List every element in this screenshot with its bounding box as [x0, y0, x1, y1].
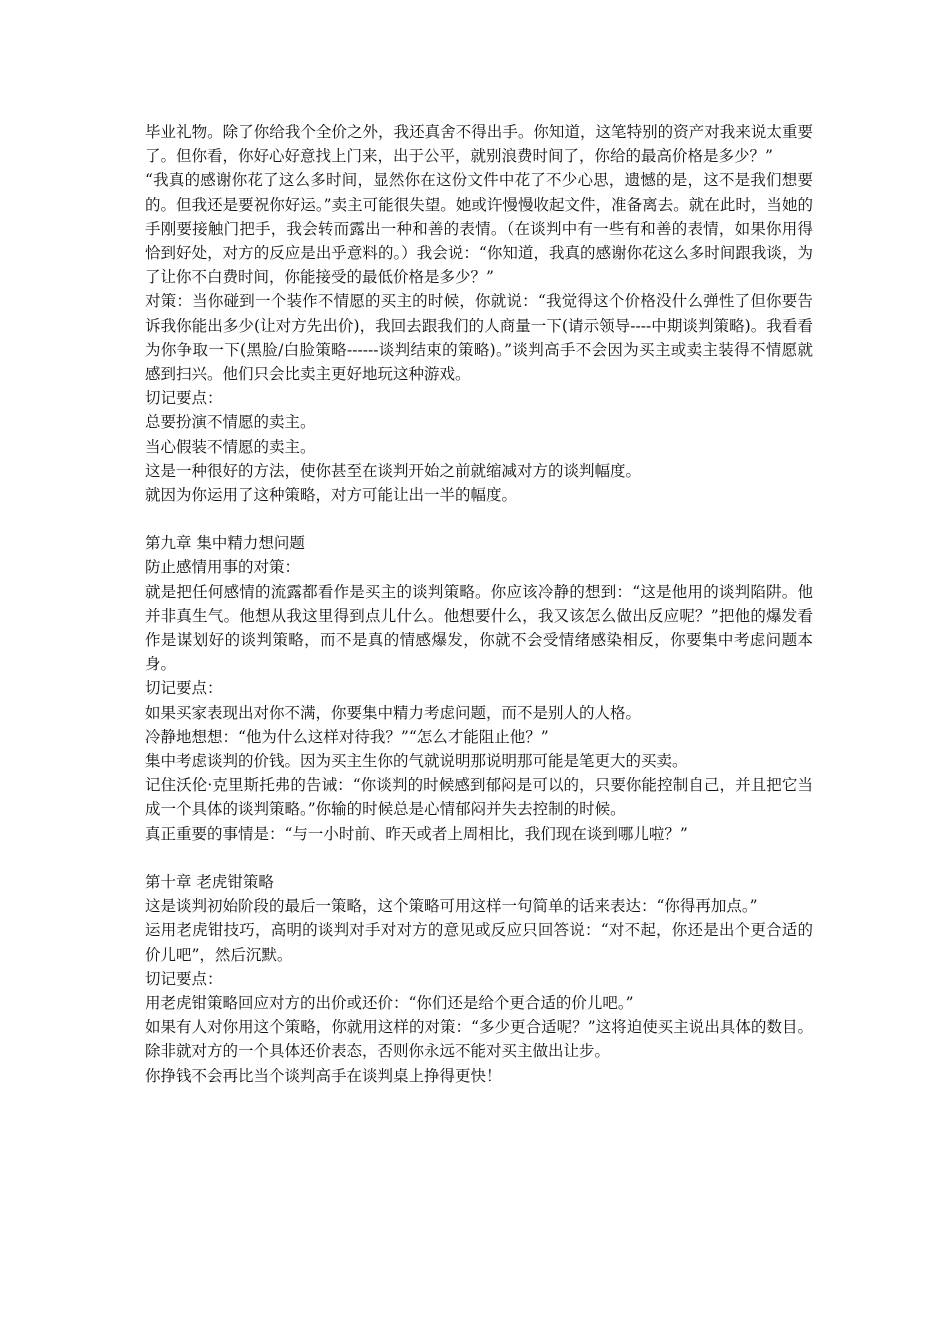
spacer: [145, 507, 813, 531]
key-point: 用老虎钳策略回应对方的出价或还价：“你们还是给个更合适的价儿吧。”: [145, 993, 634, 1012]
paragraph: 对策：当你碰到一个装作不情愿的买主的时候，你就说：“我觉得这个价格没什么弹性了但你要告诉我你能出多少(让对方先出价)，我回去跟我们的人商量一下(请示领导----中期谈判策略)。我看看为你争取一下(黑脸/白脸策略------谈判结束的策略)。”谈判高手不会因为买主或卖主装得不情愿就感到扫兴。他们只会比卖主更好地玩这种游戏。: [145, 292, 813, 384]
paragraph: 这是谈判初始阶段的最后一策略，这个策略可用这样一句简单的话来表达：“你得再加点。”: [145, 897, 758, 916]
paragraph: 防止感情用事的对策：: [145, 558, 301, 577]
chapter-10-title: 第十章 老虎钳策略: [145, 872, 274, 891]
key-point: 记住沃伦·克里斯托弗的告诫：“你谈判的时候感到郁闷是可以的，只要你能控制自己，并且把它当成一个具体的谈判策略。”你输的时候总是心情郁闷并失去控制的时候。: [145, 776, 813, 819]
key-points-heading: 切记要点：: [145, 969, 223, 988]
paragraph: 就是把任何感情的流露都看作是买主的谈判策略。你应该冷静的想到：“这是他用的谈判陷阱。他并非真生气。他想从我这里得到点儿什么。他想要什么，我又该怎么做出反应呢？”把他的爆发看作是谋划好的谈判策略，而不是真的情感爆发，你就不会受情绪感染相反，你要集中考虑问题本身。: [145, 582, 813, 674]
paragraph: “我真的感谢你花了这么多时间，显然你在这份文件中花了不少心思，遗憾的是，这不是我们想要的。但我还是要祝你好运。”卖主可能很失望。她或许慢慢收起文件，准备离去。就在此时，当她的手刚要接触门把手，我会转而露出一种和善的表情。（在谈判中有一些有和善的表情，如果你用得恰到好处，对方的反应是出乎意料的。）我会说：“你知道，我真的感谢你花这么多时间跟我谈，为了让你不白费时间，你能接受的最低价格是多少？”: [145, 171, 813, 287]
key-point: 冷静地想想：“他为什么这样对待我？”“怎么才能阻止他？”: [145, 727, 549, 746]
paragraph: 就因为你运用了这种策略，对方可能让出一半的幅度。: [145, 486, 518, 505]
key-point: 集中考虑谈判的价钱。因为买主生你的气就说明那说明那可能是笔更大的买卖。: [145, 752, 688, 771]
key-point: 你挣钱不会再比当个谈判高手在谈判桌上挣得更快！: [145, 1066, 502, 1085]
key-points-heading: 切记要点：: [145, 679, 223, 698]
key-point: 真正重要的事情是：“与一小时前、昨天或者上周相比，我们现在谈到哪儿啦？”: [145, 824, 688, 843]
key-point: 总要扮演不情愿的卖主。: [145, 413, 316, 432]
paragraph: 这是一种很好的方法，使你甚至在谈判开始之前就缩减对方的谈判幅度。: [145, 461, 642, 480]
paragraph: 运用老虎钳技巧，高明的谈判对手对对方的意见或反应只回答说：“对不起，你还是出个更合适的价儿吧”，然后沉默。: [145, 921, 813, 964]
chapter-9-title: 第九章 集中精力想问题: [145, 534, 305, 553]
document-page: [145, 120, 813, 1088]
key-point: 当心假装不情愿的卖主。: [145, 437, 316, 456]
paragraph: 毕业礼物。除了你给我个全价之外，我还真舍不得出手。你知道，这笔特别的资产对我来说太重要了。但你看，你好心好意找上门来，出于公平，就别浪费时间了，你给的最高价格是多少？”: [145, 123, 813, 166]
key-point: 如果买家表现出对你不满，你要集中精力考虑问题，而不是别人的人格。: [145, 703, 642, 722]
key-point: 如果有人对你用这个策略，你就用这样的对策：“多少更合适呢？”这将迫使买主说出具体的数目。除非就对方的一个具体还价表态，否则你永远不能对买主做出让步。: [145, 1018, 813, 1061]
key-points-heading: 切记要点：: [145, 389, 223, 408]
spacer: [145, 846, 813, 870]
